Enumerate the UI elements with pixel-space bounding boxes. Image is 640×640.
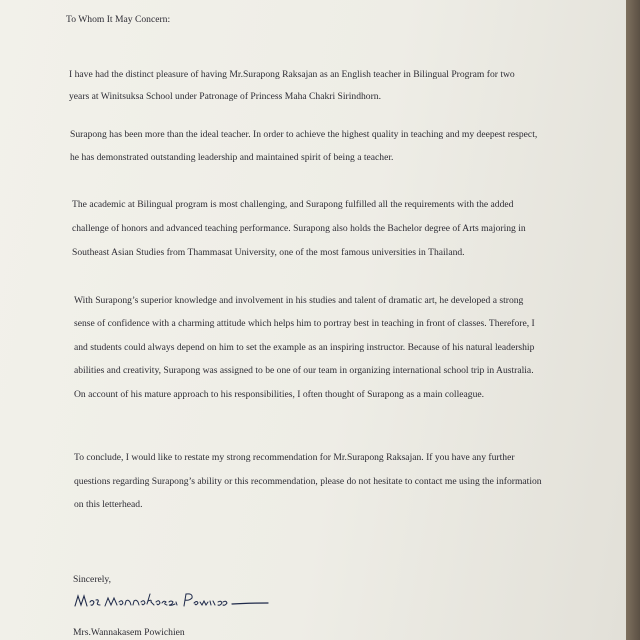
paragraph-3-line-3: Southeast Asian Studies from Thammasat University, one of the most famous universities in Thailand.	[72, 247, 465, 258]
handwritten-signature	[72, 590, 272, 614]
paragraph-4-line-2: sense of confidence with a charming attitude which helps him to portray best in teaching in front of classes. Therefore, I	[74, 318, 535, 329]
paragraph-5-line-3: on this letterhead.	[74, 499, 143, 510]
closing: Sincerely,	[73, 574, 112, 585]
paragraph-4-line-5: On account of his mature approach to his responsibilities, I often thought of Surapong as a main colleague.	[74, 389, 485, 400]
paragraph-4-line-3: and students could always depend on him to set the example as an inspiring instructor. Because of his natural leadership	[74, 342, 535, 353]
signer-name: Mrs.Wannakasem Powichien	[73, 627, 185, 638]
paragraph-3-line-2: challenge of honors and advanced teaching performance. Surapong also holds the Bachelor degree of Arts majoring in	[72, 223, 526, 234]
paragraph-1-line-1: I have had the distinct pleasure of having Mr.Surapong Raksajan as an English teacher in Bilingual Program for two	[69, 69, 515, 80]
paragraph-4-line-1: With Surapong’s superior knowledge and involvement in his studies and talent of dramatic art, he developed a strong	[74, 295, 524, 306]
paragraph-5-line-2: questions regarding Surapong’s ability or this recommendation, please do not hesitate to contact me using the information	[74, 476, 542, 487]
paragraph-4-line-4: abilities and creativity, Surapong was assigned to be one of our team in organizing international school trip in Australia.	[74, 365, 534, 376]
paragraph-1-line-2: years at Winitsuksa School under Patronage of Princess Maha Chakri Sirindhorn.	[69, 91, 381, 102]
background-edge	[626, 0, 640, 640]
paragraph-2-line-1: Surapong has been more than the ideal teacher. In order to achieve the highest quality in teaching and my deepest respect,	[70, 129, 538, 140]
paragraph-2-line-2: he has demonstrated outstanding leadership and maintained spirit of being a teacher.	[70, 152, 394, 163]
paragraph-3-line-1: The academic at Bilingual program is most challenging, and Surapong fulfilled all the requirements with the added	[72, 199, 514, 210]
salutation: To Whom It May Concern:	[66, 14, 171, 25]
paragraph-5-line-1: To conclude, I would like to restate my strong recommendation for Mr.Surapong Raksajan. If you have any further	[74, 452, 515, 463]
